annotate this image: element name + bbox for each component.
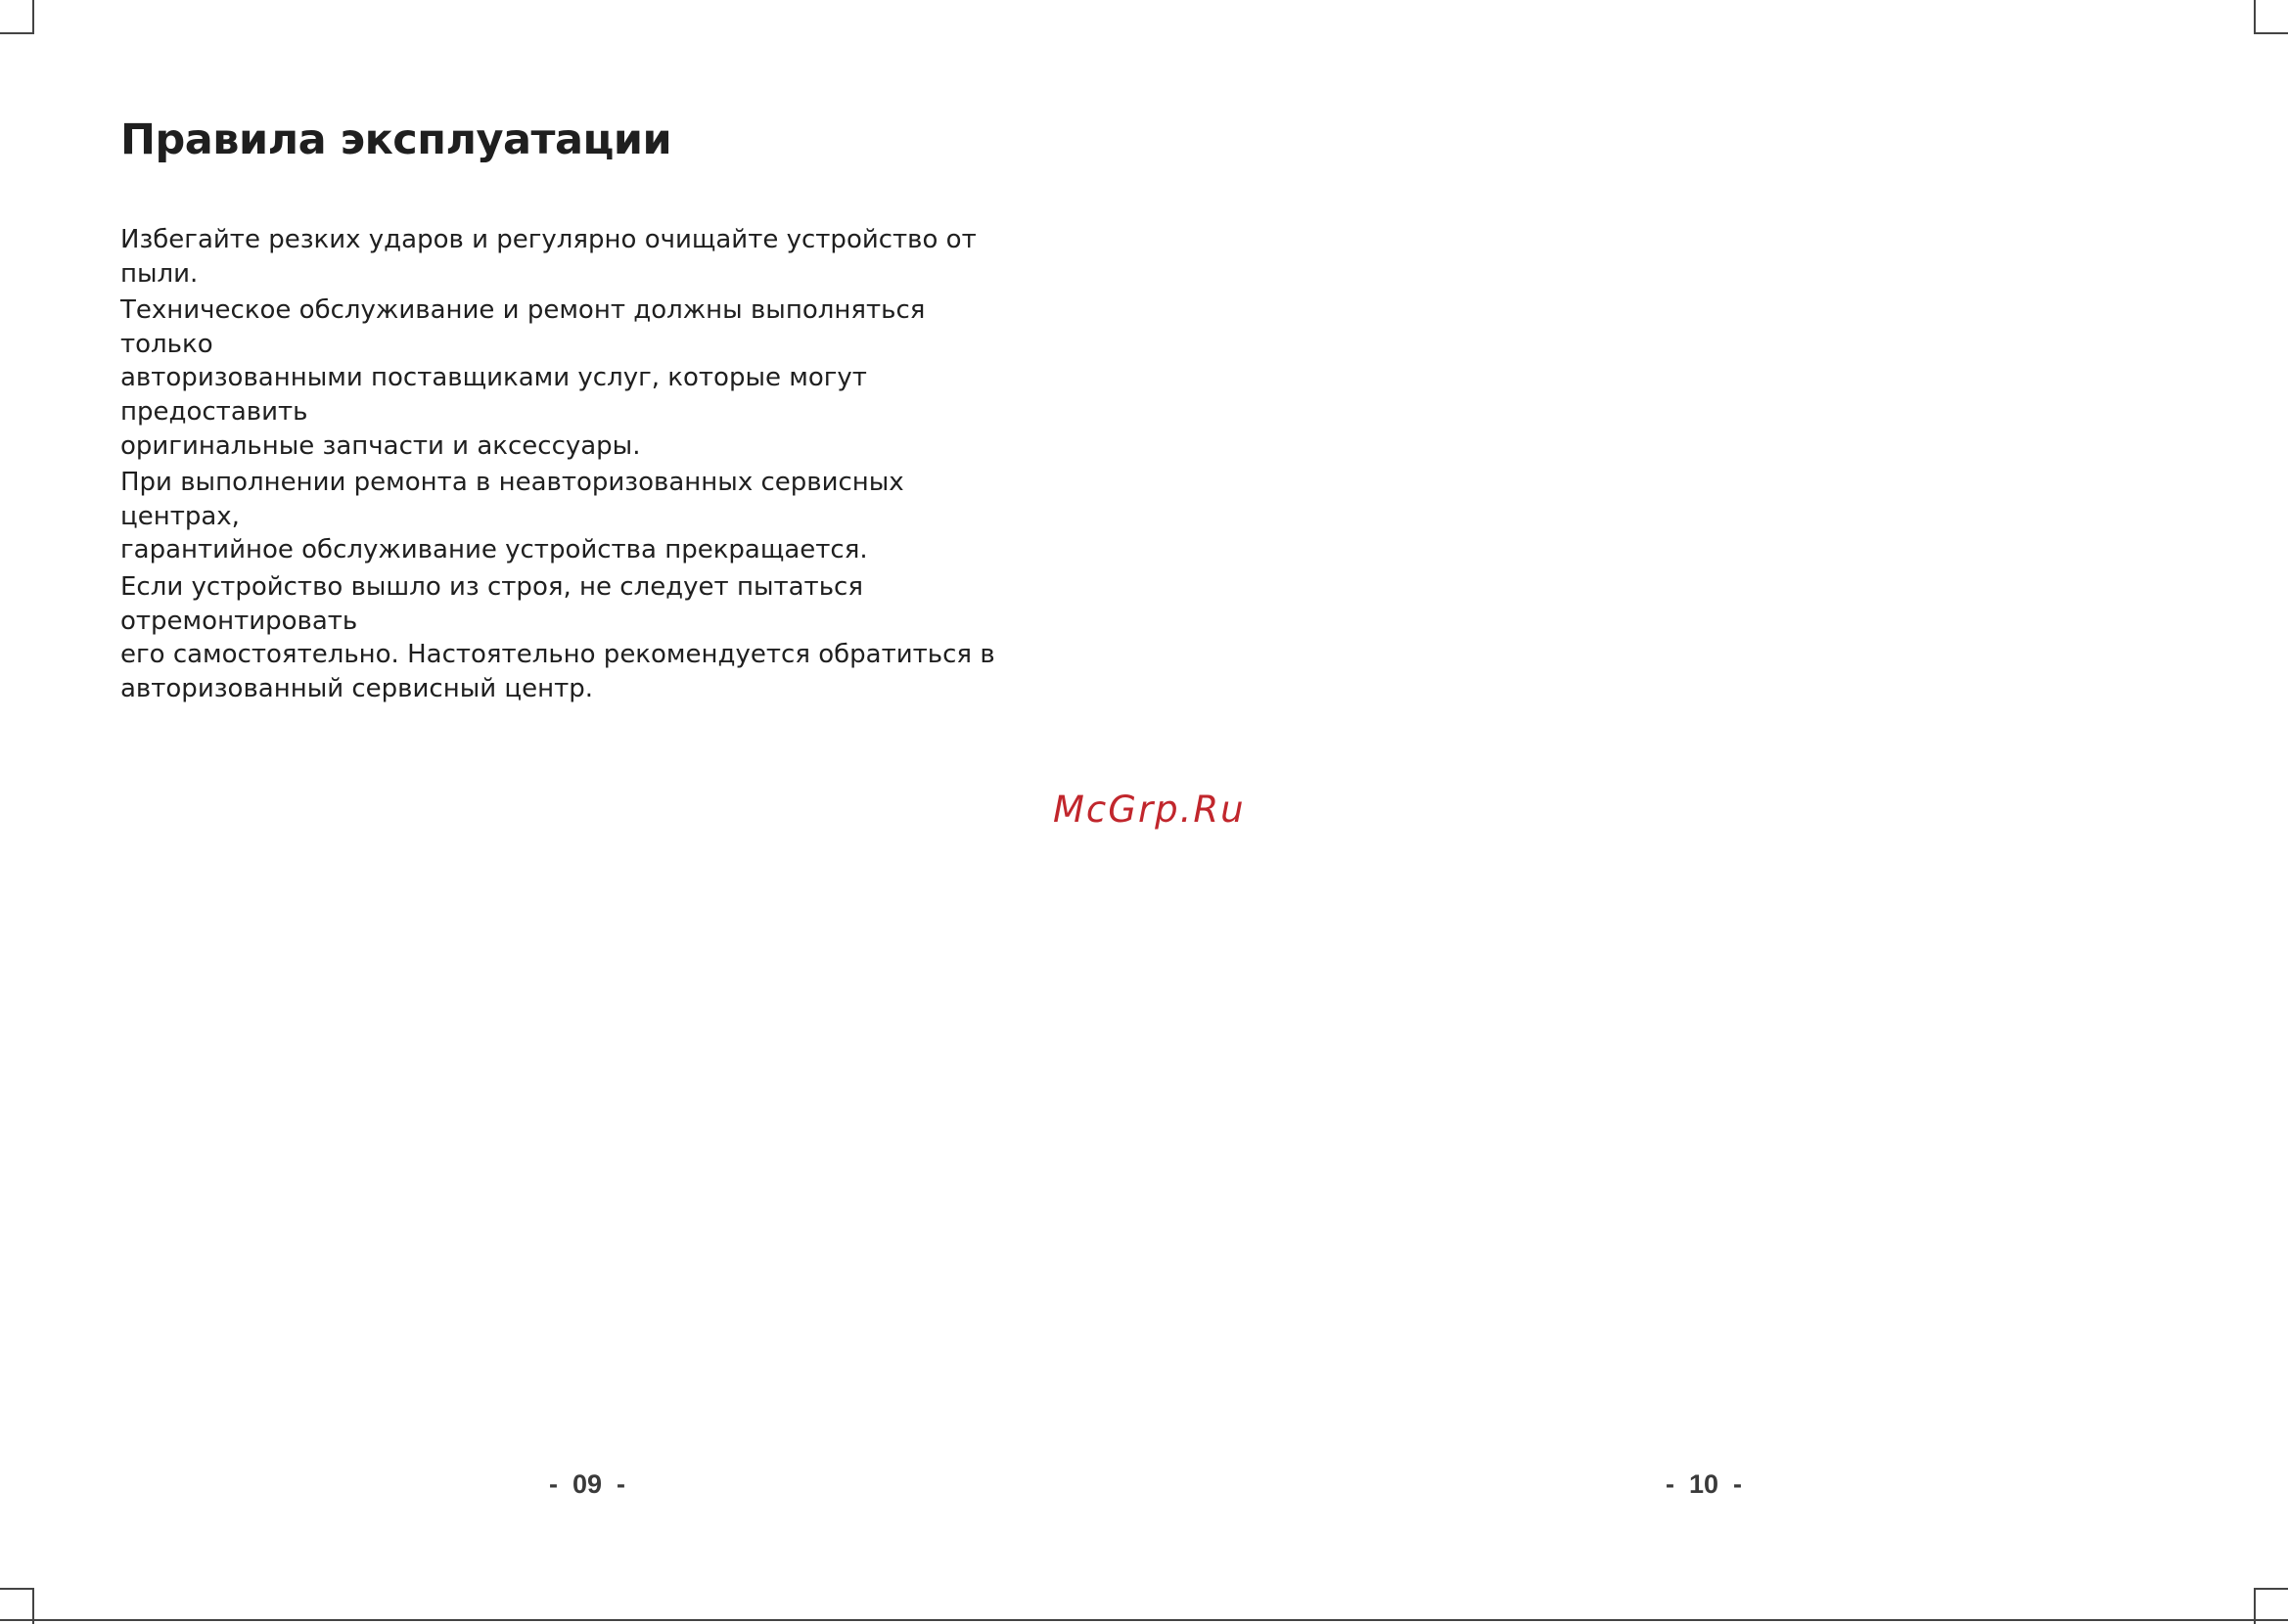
bottom-trim-line (0, 1619, 2288, 1621)
body-text (120, 223, 1001, 708)
watermark-link[interactable]: McGrp.Ru (1053, 789, 1246, 831)
crop-mark-top-right (2254, 0, 2288, 34)
right-page (1144, 0, 2288, 1622)
paragraph-2: Техническое обслуживание и ремонт должны выполняться только авторизованными поставщиками услуг, которые могут предоставить оригинальные запчасти и аксессуары. (120, 295, 926, 461)
paragraph-1: Избегайте резких ударов и регулярно очищайте устройство от пыли. (120, 225, 977, 289)
paragraph-3: При выполнении ремонта в неавторизованных сервисных центрах, гарантийное обслуживание устройства прекращается. (120, 468, 904, 565)
left-page (0, 0, 1144, 1622)
paragraph-4: Если устройство вышло из строя, не следует пытаться отремонтировать его самостоятельно. Настоятельно рекомендуется обратиться в авторизованный сервисный центр. (120, 571, 995, 703)
page-title: Правила эксплуатации (120, 115, 672, 164)
crop-mark-top-left (0, 0, 34, 34)
page-number-left: - 09 - (549, 1469, 626, 1499)
page-number-right: - 10 - (1666, 1469, 1743, 1499)
